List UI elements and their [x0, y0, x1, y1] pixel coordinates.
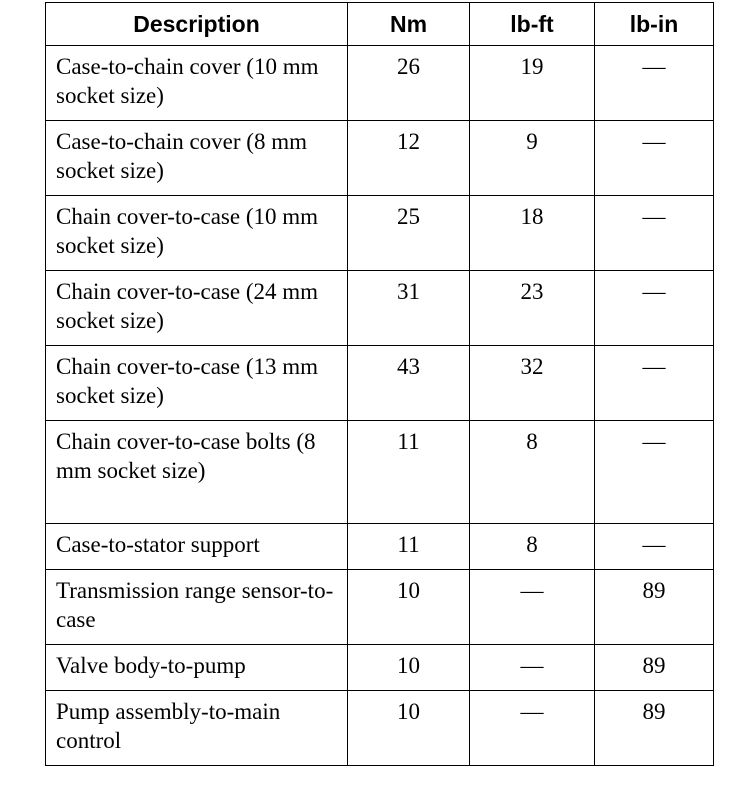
description-cell: Case-to-chain cover (8 mm socket size) — [46, 121, 348, 196]
lb-ft-cell: 9 — [470, 121, 595, 196]
table-row — [46, 645, 714, 691]
lb-in-cell: 89 — [595, 645, 714, 691]
lb-ft-cell: 8 — [470, 421, 595, 524]
header-description: Description — [46, 3, 348, 46]
nm-cell: 43 — [348, 346, 470, 421]
table-row — [46, 421, 714, 524]
description-cell: Valve body-to-pump — [46, 645, 348, 691]
description-cell: Case-to-chain cover (10 mm socket size) — [46, 46, 348, 121]
nm-cell: 25 — [348, 196, 470, 271]
table-row — [46, 524, 714, 570]
nm-cell: 10 — [348, 570, 470, 645]
lb-ft-cell: 18 — [470, 196, 595, 271]
lb-in-cell: 89 — [595, 691, 714, 766]
nm-cell: 10 — [348, 645, 470, 691]
lb-in-cell: — — [595, 524, 714, 570]
table-row — [46, 346, 714, 421]
lb-in-cell: 89 — [595, 570, 714, 645]
lb-in-cell: — — [595, 421, 714, 524]
description-cell: Chain cover-to-case (13 mm socket size) — [46, 346, 348, 421]
table-row — [46, 570, 714, 645]
table-header-row — [46, 3, 714, 46]
description-cell: Transmission range sensor-to-case — [46, 570, 348, 645]
description-cell: Pump assembly-to-main control — [46, 691, 348, 766]
nm-cell: 31 — [348, 271, 470, 346]
nm-cell: 10 — [348, 691, 470, 766]
nm-cell: 11 — [348, 421, 470, 524]
description-cell: Chain cover-to-case bolts (8 mm socket size) — [46, 421, 348, 524]
table-row — [46, 46, 714, 121]
lb-in-cell: — — [595, 271, 714, 346]
lb-ft-cell: 23 — [470, 271, 595, 346]
header-nm: Nm — [348, 3, 470, 46]
nm-cell: 26 — [348, 46, 470, 121]
lb-in-cell: — — [595, 196, 714, 271]
lb-in-cell: — — [595, 121, 714, 196]
table-row — [46, 271, 714, 346]
table-row — [46, 196, 714, 271]
lb-ft-cell: — — [470, 570, 595, 645]
torque-specifications-table — [45, 2, 714, 766]
description-cell: Chain cover-to-case (24 mm socket size) — [46, 271, 348, 346]
lb-in-cell: — — [595, 46, 714, 121]
description-cell: Case-to-stator support — [46, 524, 348, 570]
lb-in-cell: — — [595, 346, 714, 421]
header-lb-in: lb-in — [595, 3, 714, 46]
nm-cell: 11 — [348, 524, 470, 570]
lb-ft-cell: 8 — [470, 524, 595, 570]
nm-cell: 12 — [348, 121, 470, 196]
lb-ft-cell: 32 — [470, 346, 595, 421]
lb-ft-cell: 19 — [470, 46, 595, 121]
lb-ft-cell: — — [470, 691, 595, 766]
table-row — [46, 121, 714, 196]
header-lb-ft: lb-ft — [470, 3, 595, 46]
lb-ft-cell: — — [470, 645, 595, 691]
description-cell: Chain cover-to-case (10 mm socket size) — [46, 196, 348, 271]
table-row — [46, 691, 714, 766]
